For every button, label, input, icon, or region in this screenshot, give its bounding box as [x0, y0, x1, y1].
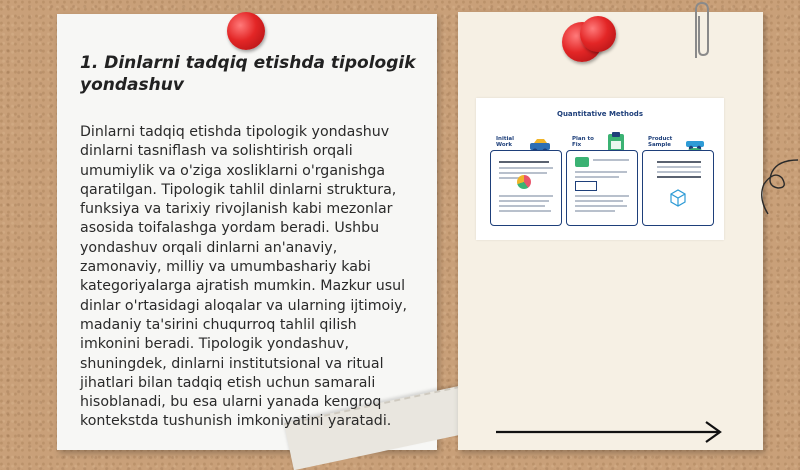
cube-icon [667, 187, 689, 209]
pushpin-icon [580, 16, 616, 52]
column-label-plan-to-fix: Plan to Fix [572, 136, 594, 148]
arrow-right-icon [494, 420, 726, 446]
plan-to-fix-panel [566, 150, 638, 226]
paperclip-icon [688, 0, 714, 62]
body-paragraph: Dinlarni tadqiq etishda tipologik yondashuv dinlarni tasniflash va solishtirish orqali umumiylik va o'ziga xosliklarni o'rganishga qaratilgan. Tipologik tahlil dinlarni struktura, funksiya va tarixiy rivojlanish kabi mezonlar asosida toifalashga yordam beradi. Ushbu yondashuv orqali dinlarni an'anaviy, zamonaviy, milliy va umumbashariy kabi kategoriyalarga ajratish mumkin. Mazkur usul dinlar o'rtasidagi aloqalar va ularning ijtimoiy, madaniy ta'sirini chuqurroq tahlil qilish imkonini beradi. Tipologik yondashuv, shuningdek, dinlarni institutsional va ritual jihatlari bilan tadqiq etish uchun samarali hisoblanadi, bu esa ularni yanada kengroq kontekstda tushunish imkoniyatini yaratadi. [80, 124, 408, 430]
product-sample-panel [642, 150, 714, 226]
column-label-initial-work: Initial Work [496, 136, 514, 148]
pie-icon [517, 175, 531, 189]
loop-doodle-icon [758, 158, 800, 218]
pushpin-icon [227, 12, 265, 50]
section-heading: 1. Dinlarni tadqiq etishda tipologik yondashuv [80, 53, 416, 95]
initial-work-panel [490, 150, 562, 226]
figure-title: Quantitative Methods [557, 110, 643, 118]
column-label-product-sample: Product Sample [648, 136, 673, 148]
